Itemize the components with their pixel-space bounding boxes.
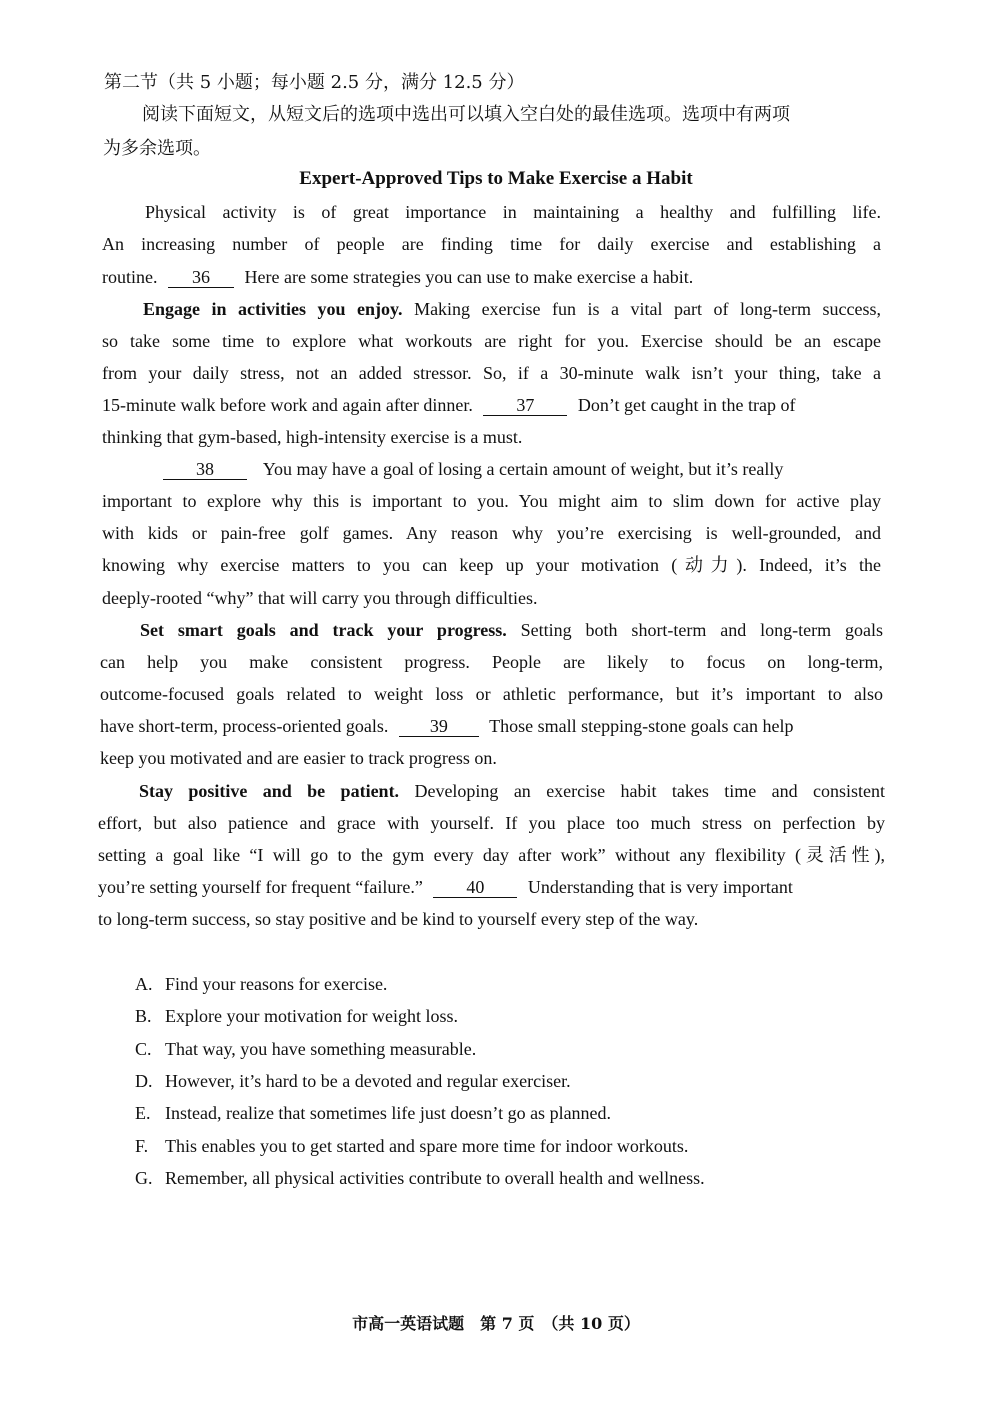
option-text: This enables you to get started and spare more time for indoor workouts.: [165, 1136, 689, 1156]
blank-38[interactable]: 38: [163, 459, 247, 480]
option-f[interactable]: [135, 1134, 688, 1158]
option-letter: A.: [135, 974, 153, 994]
option-d[interactable]: [135, 1069, 571, 1093]
p4-line-1: [140, 618, 883, 642]
p5-line-5: to long-term success, so stay positive and be kind to yourself every step of the way.: [98, 909, 699, 929]
option-text: Instead, realize that sometimes life just doesn’t go as planned.: [165, 1103, 612, 1123]
p2-line-4: [102, 393, 795, 417]
p1-line-2: An increasing number of people are finding time for daily exercise and establishing a: [102, 234, 881, 254]
p5-line-4-post: Understanding that is very important: [527, 877, 793, 897]
option-letter: F.: [135, 1136, 149, 1156]
p3-line-1-rest: You may have a goal of losing a certain amount of weight, but it’s really: [262, 459, 784, 479]
option-letter: C.: [135, 1039, 152, 1059]
blank-40[interactable]: 40: [433, 877, 517, 898]
option-text: Find your reasons for exercise.: [165, 974, 388, 994]
p2-line-4-pre: 15-minute walk before work and again after dinner.: [102, 395, 473, 415]
p2-line-4-post: Don’t get caught in the trap of: [577, 395, 796, 415]
section-header: 第二节（共 5 小题；每小题 2.5 分，满分 12.5 分）: [104, 72, 525, 93]
option-letter: E.: [135, 1103, 151, 1123]
option-text: However, it’s hard to be a devoted and regular exerciser.: [165, 1071, 571, 1091]
option-g[interactable]: [135, 1166, 705, 1190]
option-text: Explore your motivation for weight loss.: [165, 1006, 458, 1026]
p2-line-5: thinking that gym-based, high-intensity exercise is a must.: [102, 427, 523, 447]
p3-line-4: knowing why exercise matters to you can keep up your motivation (动力). Indeed, it’s the: [102, 555, 881, 575]
option-letter: D.: [135, 1071, 153, 1091]
p4-heading: Set smart goals and track your progress.: [140, 620, 507, 640]
p5-line-1-rest: Developing an exercise habit takes time and consistent: [414, 781, 886, 801]
p4-line-4-post: Those small stepping-stone goals can help: [489, 716, 794, 736]
p5-line-2: effort, but also patience and grace with yourself. If you place too much stress on perfection by: [98, 813, 885, 833]
p1-line-1: Physical activity is of great importance in maintaining a healthy and fulfilling life.: [145, 202, 881, 222]
p5-heading: Stay positive and be patient.: [139, 781, 400, 801]
p3-line-5: deeply-rooted “why” that will carry you through difficulties.: [102, 588, 538, 608]
p2-line-2: so take some time to explore what workouts are right for you. Exercise should be an escape: [102, 331, 881, 351]
p4-line-4: [100, 714, 794, 738]
p5-line-1: [139, 779, 885, 803]
p2-heading: Engage in activities you enjoy.: [143, 299, 403, 319]
p1-line-3-post: Here are some strategies you can use to make exercise a habit.: [244, 267, 694, 287]
p1-line-3-pre: routine.: [102, 267, 158, 287]
p4-line-1-rest: Setting both short-term and long-term goals: [520, 620, 884, 640]
p3-line-2: important to explore why this is important to you. You might aim to slim down for active play: [102, 491, 881, 511]
p5-line-3: setting a goal like “I will go to the gym every day after work” without any flexibility (灵活性),: [98, 845, 885, 865]
blank-39[interactable]: 39: [399, 716, 479, 737]
p2-line-1: [143, 297, 881, 321]
p4-line-2: can help you make consistent progress. People are likely to focus on long-term,: [100, 652, 883, 672]
p3-line-3: with kids or pain-free golf games. Any reason why you’re exercising is well-grounded, and: [102, 523, 881, 543]
p2-line-3: from your daily stress, not an added stressor. So, if a 30-minute walk isn’t your thing, take a: [102, 363, 881, 383]
option-letter: B.: [135, 1006, 152, 1026]
option-text: That way, you have something measurable.: [165, 1039, 477, 1059]
option-text: Remember, all physical activities contribute to overall health and wellness.: [165, 1168, 705, 1188]
blank-36[interactable]: 36: [168, 267, 234, 288]
page-footer: 市高一英语试题 第 7 页 （共 10 页）: [352, 1314, 640, 1333]
passage-title: Expert-Approved Tips to Make Exercise a Habit: [299, 168, 693, 189]
instructions-line-2: 为多余选项。: [103, 138, 211, 159]
p2-line-1-rest: Making exercise fun is a vital part of long-term success,: [414, 299, 882, 319]
p1-line-3: [102, 265, 693, 289]
option-b[interactable]: [135, 1004, 458, 1028]
blank-37[interactable]: 37: [483, 395, 567, 416]
p5-line-4: [98, 875, 793, 899]
p3-line-1: [163, 457, 783, 481]
option-e[interactable]: [135, 1101, 611, 1125]
p5-line-4-pre: you’re setting yourself for frequent “failure.”: [98, 877, 423, 897]
option-a[interactable]: [135, 972, 387, 996]
p4-line-5: keep you motivated and are easier to track progress on.: [100, 748, 497, 768]
option-c[interactable]: [135, 1037, 476, 1061]
p4-line-4-pre: have short-term, process-oriented goals.: [100, 716, 389, 736]
instructions-line-1: 阅读下面短文，从短文后的选项中选出可以填入空白处的最佳选项。选项中有两项: [142, 104, 790, 125]
p4-line-3: outcome-focused goals related to weight loss or athletic performance, but it’s important to also: [100, 684, 883, 704]
option-letter: G.: [135, 1168, 153, 1188]
